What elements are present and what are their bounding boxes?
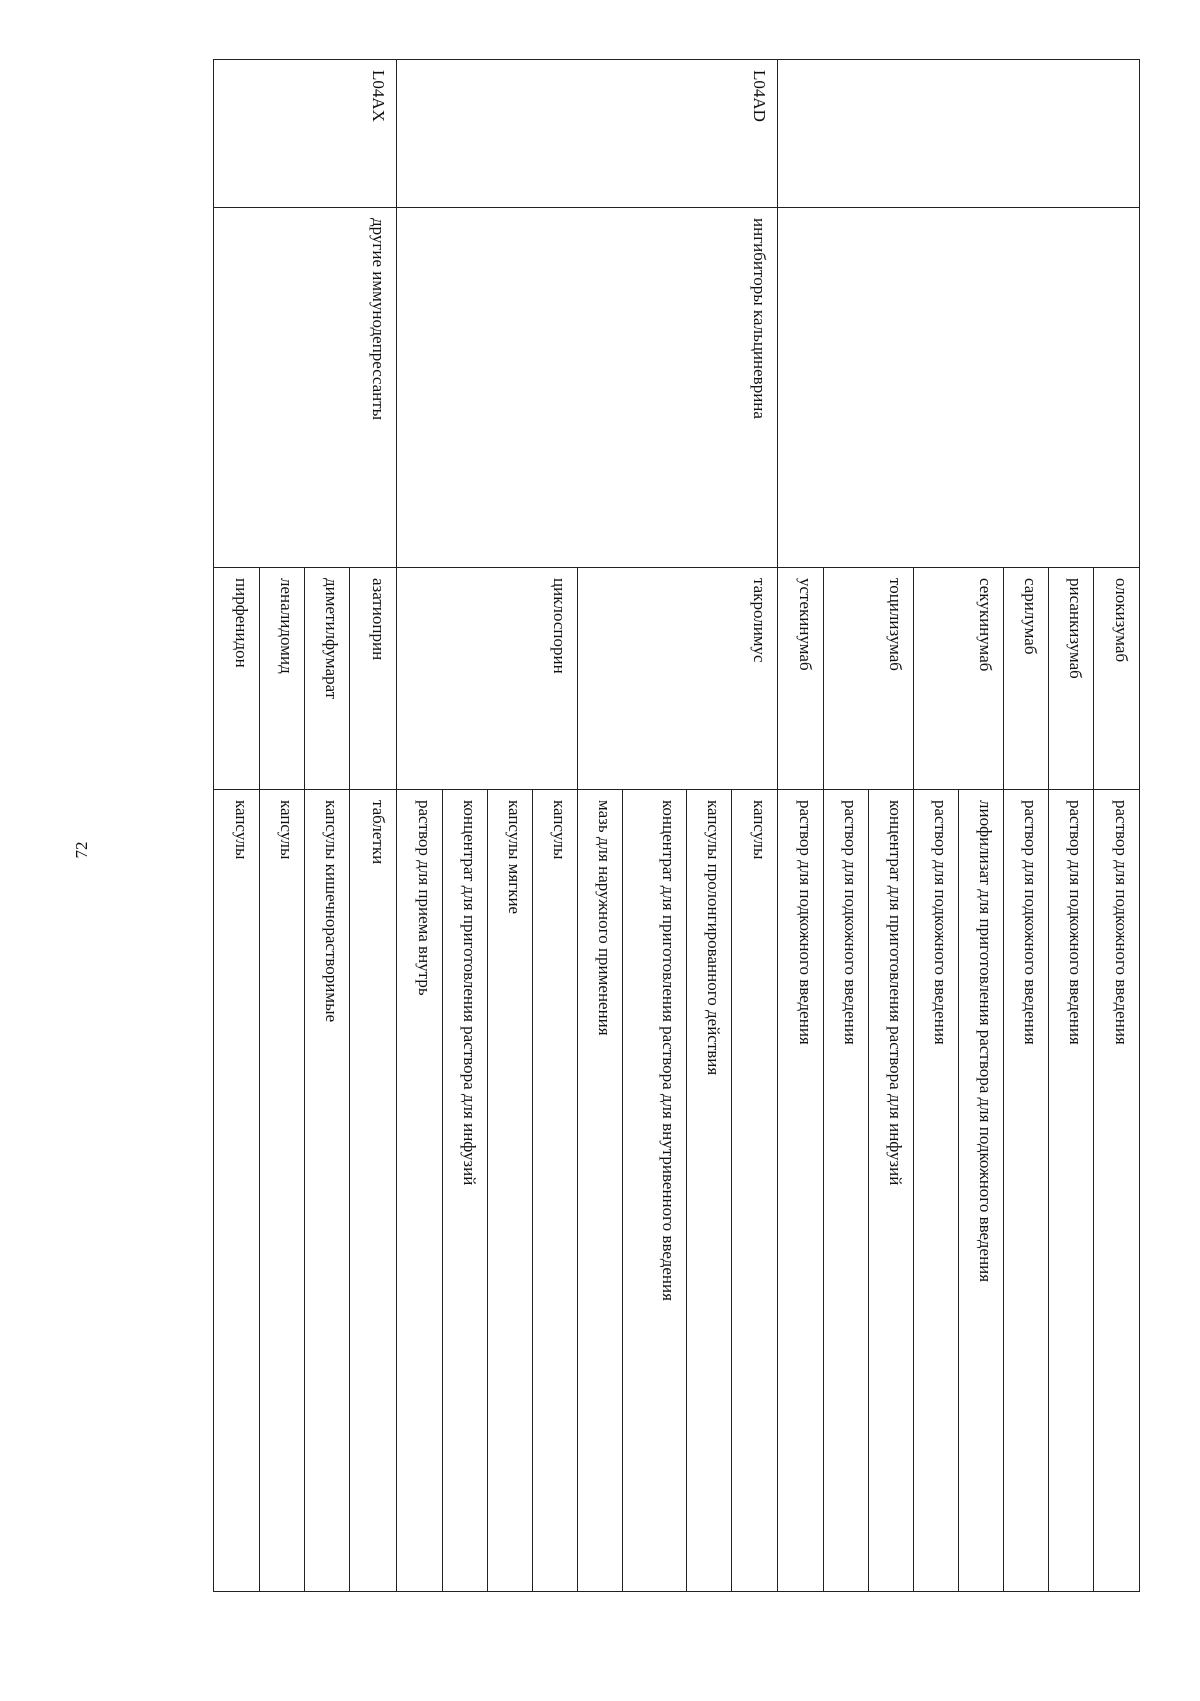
dosage-form-cell: лиофилизат для приготовления раствора для подкожного введения bbox=[959, 790, 1004, 1592]
dosage-form-cell: раствор для подкожного введения bbox=[1049, 790, 1094, 1592]
dosage-form-cell: раствор для подкожного введения bbox=[914, 790, 959, 1592]
dosage-form-cell: раствор для приема внутрь bbox=[397, 790, 443, 1592]
drug-name-cell: леналидомид bbox=[260, 568, 305, 790]
drug-name-cell: такролимус bbox=[578, 568, 778, 790]
group-cell bbox=[778, 208, 1140, 568]
table-row bbox=[732, 60, 778, 1592]
dosage-form-cell: раствор для подкожного введения bbox=[824, 790, 869, 1592]
dosage-form-cell: капсулы мягкие bbox=[488, 790, 533, 1592]
group-cell: ингибиторы кальциневрина bbox=[397, 208, 778, 568]
dosage-form-cell: капсулы кишечнорастворимые bbox=[305, 790, 350, 1592]
dosage-form-cell: раствор для подкожного введения bbox=[1094, 790, 1140, 1592]
drug-name-cell: циклоспорин bbox=[397, 568, 578, 790]
table-row bbox=[350, 60, 397, 1592]
drug-name-cell: сарилумаб bbox=[1004, 568, 1049, 790]
dosage-form-cell: капсулы bbox=[732, 790, 778, 1592]
dosage-form-cell: концентрат для приготовления раствора для инфузий bbox=[869, 790, 914, 1592]
dosage-form-cell: раствор для подкожного введения bbox=[1004, 790, 1049, 1592]
drug-table bbox=[213, 59, 1140, 1592]
atc-code-cell: L04AX bbox=[214, 60, 397, 208]
dosage-form-cell: таблетки bbox=[350, 790, 397, 1592]
atc-code-cell bbox=[778, 60, 1140, 208]
dosage-form-cell: раствор для подкожного введения bbox=[778, 790, 824, 1592]
drug-name-cell: диметилфумарат bbox=[305, 568, 350, 790]
rotated-table-wrapper bbox=[172, 59, 1140, 1591]
drug-table-area bbox=[172, 59, 1140, 1591]
page-number: 72 bbox=[72, 841, 91, 859]
drug-name-cell: секукинумаб bbox=[914, 568, 1004, 790]
atc-code-cell: L04AD bbox=[397, 60, 778, 208]
drug-name-cell: рисанкизумаб bbox=[1049, 568, 1094, 790]
dosage-form-cell: мазь для наружного применения bbox=[578, 790, 623, 1592]
drug-name-cell: тоцилизумаб bbox=[824, 568, 914, 790]
dosage-form-cell: капсулы bbox=[214, 790, 260, 1592]
group-cell: другие иммунодепрессанты bbox=[214, 208, 397, 568]
drug-name-cell: устекинумаб bbox=[778, 568, 824, 790]
dosage-form-cell: капсулы bbox=[260, 790, 305, 1592]
drug-name-cell: олокизумаб bbox=[1094, 568, 1140, 790]
dosage-form-cell: концентрат для приготовления раствора для инфузий bbox=[443, 790, 488, 1592]
table-row bbox=[1094, 60, 1140, 1592]
drug-name-cell: азатиоприн bbox=[350, 568, 397, 790]
dosage-form-cell: капсулы пролонгированного действия bbox=[687, 790, 732, 1592]
drug-name-cell: пирфенидон bbox=[214, 568, 260, 790]
dosage-form-cell: капсулы bbox=[533, 790, 578, 1592]
dosage-form-cell: концентрат для приготовления раствора для внутривенного введения bbox=[623, 790, 687, 1592]
